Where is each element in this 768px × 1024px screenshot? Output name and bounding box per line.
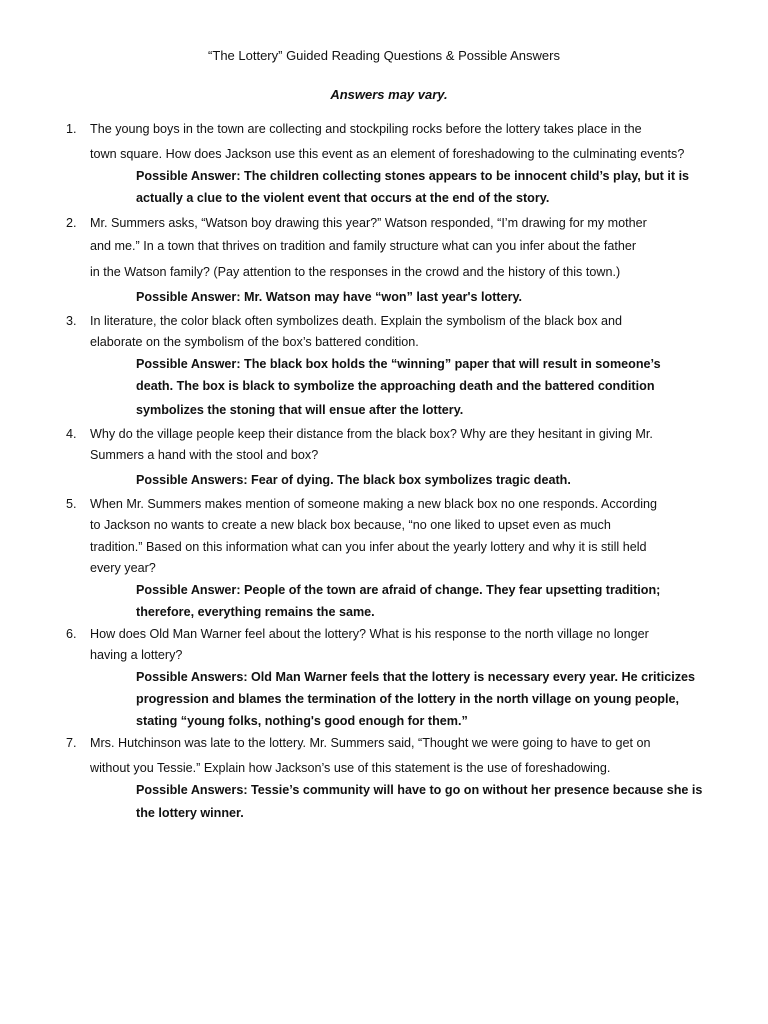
question-text-line: having a lottery? [90, 648, 183, 662]
question-number: 1. [66, 122, 77, 136]
answer-text-line: Possible Answers: Tessie’s community will have to go on without her presence because she is [136, 783, 703, 797]
question-number: 3. [66, 314, 77, 328]
question-text-line: elaborate on the symbolism of the box’s battered condition. [90, 335, 419, 349]
answer-text-line: Possible Answers: Old Man Warner feels that the lottery is necessary every year. He criticizes [136, 670, 696, 684]
question-text-line: In literature, the color black often symbolizes death. Explain the symbolism of the black box and [90, 314, 623, 328]
question-number: 2. [66, 216, 77, 230]
answer-text-line: death. The box is black to symbolize the approaching death and the battered condition [136, 379, 655, 393]
document-subtitle: Answers may vary. [330, 87, 448, 102]
question-text-line: every year? [90, 561, 156, 575]
question-text-line: The young boys in the town are collecting and stockpiling rocks before the lottery takes place in the [90, 122, 642, 136]
answer-text-line: Possible Answer: Mr. Watson may have “won” last year's lottery. [136, 290, 523, 304]
answer-text-line: therefore, everything remains the same. [136, 605, 375, 619]
answer-text-line: Possible Answer: The black box holds the “winning” paper that will result in someone’s [136, 357, 661, 371]
document-title: “The Lottery” Guided Reading Questions & Possible Answers [208, 48, 560, 63]
question-text-line: tradition.” Based on this information what can you infer about the yearly lottery and why it is still held [90, 540, 647, 554]
answer-text-line: the lottery winner. [136, 806, 244, 820]
question-text-line: Mr. Summers asks, “Watson boy drawing this year?” Watson responded, “I’m drawing for my mother [90, 216, 647, 230]
question-text-line: Summers a hand with the stool and box? [90, 448, 319, 462]
answer-text-line: actually a clue to the violent event that occurs at the end of the story. [136, 191, 550, 205]
question-text-line: When Mr. Summers makes mention of someone making a new black box no one responds. According [90, 497, 658, 511]
question-text-line: to Jackson no wants to create a new black box because, “no one liked to upset even as much [90, 518, 611, 532]
question-text-line: How does Old Man Warner feel about the lottery? What is his response to the north village no longer [90, 627, 649, 641]
answer-text-line: stating “young folks, nothing's good enough for them.” [136, 714, 468, 728]
question-text-line: Why do the village people keep their distance from the black box? Why are they hesitant in giving Mr. [90, 427, 653, 441]
answer-text-line: progression and blames the termination of the lottery in the north village on young people, [136, 692, 679, 706]
question-number: 5. [66, 497, 77, 511]
question-text-line: and me.” In a town that thrives on tradition and family structure what can you infer about the father [90, 239, 637, 253]
answer-text-line: symbolizes the stoning that will ensue after the lottery. [136, 403, 464, 417]
question-text-line: without you Tessie.” Explain how Jackson’s use of this statement is the use of foreshadowing. [90, 761, 611, 775]
question-number: 4. [66, 427, 77, 441]
question-text-line: Mrs. Hutchinson was late to the lottery. Mr. Summers said, “Thought we were going to have to get on [90, 736, 651, 750]
answer-text-line: Possible Answers: Fear of dying. The black box symbolizes tragic death. [136, 473, 571, 487]
answer-text-line: Possible Answer: The children collecting stones appears to be innocent child’s play, but it is [136, 169, 690, 183]
answer-text-line: Possible Answer: People of the town are afraid of change. They fear upsetting tradition; [136, 583, 661, 597]
question-number: 6. [66, 627, 77, 641]
question-number: 7. [66, 736, 77, 750]
question-text-line: town square. How does Jackson use this event as an element of foreshadowing to the culminating events? [90, 147, 685, 161]
question-text-line: in the Watson family? (Pay attention to the responses in the crowd and the history of this town.) [90, 265, 621, 279]
